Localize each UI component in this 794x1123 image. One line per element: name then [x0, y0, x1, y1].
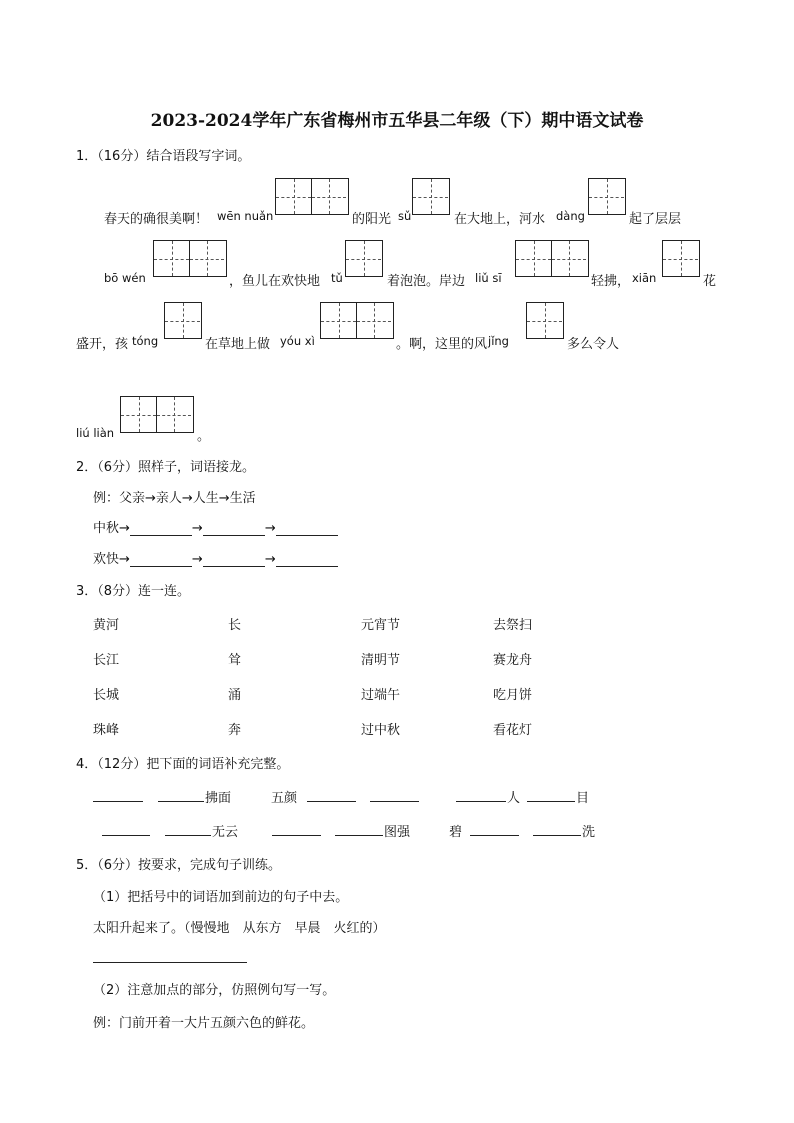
- writing-grid[interactable]: [412, 178, 450, 215]
- q1-text: 在大地上，河水: [454, 212, 546, 227]
- q5-example: 例：门前开着一大片五颜六色的鲜花。: [93, 1016, 315, 1031]
- match-item[interactable]: 过中秋: [361, 723, 401, 738]
- match-item[interactable]: 去祭扫: [493, 618, 533, 633]
- q1-heading: 1．（16分）结合语段写字词。: [76, 149, 251, 164]
- writing-grid[interactable]: [153, 240, 227, 277]
- match-item[interactable]: 吃月饼: [493, 688, 533, 703]
- arrow: →: [191, 552, 203, 567]
- match-item[interactable]: 赛龙舟: [493, 653, 533, 668]
- writing-grid[interactable]: [588, 178, 626, 215]
- q2-start-word: 欢快→: [93, 552, 130, 567]
- q1-text: 。: [197, 429, 211, 444]
- answer-blank[interactable]: [527, 801, 575, 802]
- q1-text: ，鱼儿在欢快地: [229, 274, 321, 289]
- idiom-part: 洗: [582, 825, 596, 840]
- answer-blank[interactable]: [335, 835, 383, 836]
- answer-blank[interactable]: [307, 801, 356, 802]
- answer-blank[interactable]: [158, 801, 204, 802]
- answer-blank[interactable]: [130, 552, 192, 567]
- q1-text: 。啊，这里的风: [396, 337, 488, 352]
- match-item[interactable]: 看花灯: [493, 723, 533, 738]
- answer-blank[interactable]: [93, 801, 143, 802]
- writing-grid[interactable]: [120, 396, 194, 433]
- match-item[interactable]: 长城: [93, 688, 120, 703]
- pinyin: tóng: [132, 334, 159, 348]
- q5-sub2: （2）注意加点的部分，仿照例句写一写。: [93, 983, 336, 998]
- pinyin: wēn nuǎn: [217, 209, 274, 223]
- match-item[interactable]: 长江: [93, 653, 120, 668]
- q2-heading: 2．（6分）照样子，词语接龙。: [76, 460, 256, 475]
- answer-blank[interactable]: [276, 521, 338, 536]
- pinyin: jǐng: [488, 334, 509, 348]
- q4-heading: 4．（12分）把下面的词语补充完整。: [76, 757, 290, 772]
- answer-blank[interactable]: [276, 552, 338, 567]
- answer-blank[interactable]: [203, 521, 265, 536]
- answer-blank[interactable]: [533, 835, 581, 836]
- pinyin: dàng: [556, 209, 585, 223]
- answer-blank[interactable]: [272, 835, 321, 836]
- idiom-part: 五颜: [271, 791, 298, 806]
- q1-text: 起了层层: [629, 212, 682, 227]
- writing-grid[interactable]: [275, 178, 349, 215]
- q1-text: 春天的确很美啊！: [104, 212, 209, 227]
- q5-sub1: （1）把括号中的词语加到前边的句子中去。: [93, 890, 349, 905]
- answer-blank[interactable]: [470, 835, 519, 836]
- q1-text: 花: [703, 274, 717, 289]
- idiom-part: 碧: [449, 825, 463, 840]
- writing-grid[interactable]: [345, 240, 383, 277]
- idiom-part: 图强: [384, 825, 411, 840]
- answer-blank[interactable]: [165, 835, 211, 836]
- q5-heading: 5．（6分）按要求，完成句子训练。: [76, 858, 282, 873]
- answer-blank[interactable]: [130, 521, 192, 536]
- q3-heading: 3．（8分）连一连。: [76, 584, 191, 599]
- q2-start-word: 中秋→: [93, 521, 130, 536]
- q5-sentence: 太阳升起来了。（慢慢地 从东方 早晨 火红的）: [93, 921, 386, 936]
- writing-grid[interactable]: [164, 302, 202, 339]
- pinyin: xiān: [632, 271, 657, 285]
- writing-grid[interactable]: [662, 240, 700, 277]
- answer-line[interactable]: [93, 962, 247, 963]
- q1-text: 盛开，孩: [76, 337, 129, 352]
- match-item[interactable]: 过端午: [361, 688, 401, 703]
- pinyin: sǔ: [398, 209, 412, 223]
- match-item[interactable]: 元宵节: [361, 618, 401, 633]
- q2-row1: [93, 517, 338, 536]
- match-item[interactable]: 长: [228, 618, 242, 633]
- match-item[interactable]: 涌: [228, 688, 242, 703]
- pinyin: liǔ sī: [475, 271, 502, 285]
- match-item[interactable]: 黄河: [93, 618, 120, 633]
- pinyin: liú liàn: [76, 426, 115, 440]
- q1-text: 多么令人: [567, 337, 620, 352]
- pinyin: bō wén: [104, 271, 146, 285]
- answer-blank[interactable]: [456, 801, 506, 802]
- q1-text: 着泡泡。岸边: [387, 274, 466, 289]
- writing-grid[interactable]: [515, 240, 589, 277]
- writing-grid[interactable]: [320, 302, 394, 339]
- answer-blank[interactable]: [370, 801, 419, 802]
- q1-text: 的阳光: [352, 212, 392, 227]
- arrow: →: [264, 552, 276, 567]
- match-item[interactable]: 奔: [228, 723, 242, 738]
- match-item[interactable]: 珠峰: [93, 723, 120, 738]
- q2-example: 例：父亲→亲人→人生→生活: [93, 491, 256, 506]
- page-title: 2023-2024学年广东省梅州市五华县二年级（下）期中语文试卷: [150, 111, 644, 131]
- match-item[interactable]: 清明节: [361, 653, 401, 668]
- idiom-part: 无云: [212, 825, 239, 840]
- pinyin: tǔ: [331, 271, 343, 285]
- answer-blank[interactable]: [102, 835, 150, 836]
- answer-blank[interactable]: [203, 552, 265, 567]
- q1-text: 在草地上做: [205, 337, 271, 352]
- pinyin: yóu xì: [280, 334, 315, 348]
- arrow: →: [191, 521, 203, 536]
- q2-row2: [93, 548, 338, 567]
- idiom-part: 拂面: [205, 791, 232, 806]
- writing-grid[interactable]: [526, 302, 564, 339]
- idiom-part: 目: [576, 791, 590, 806]
- idiom-part: 人: [507, 791, 521, 806]
- match-item[interactable]: 耸: [228, 653, 242, 668]
- q1-text: 轻拂，: [591, 274, 631, 289]
- arrow: →: [264, 521, 276, 536]
